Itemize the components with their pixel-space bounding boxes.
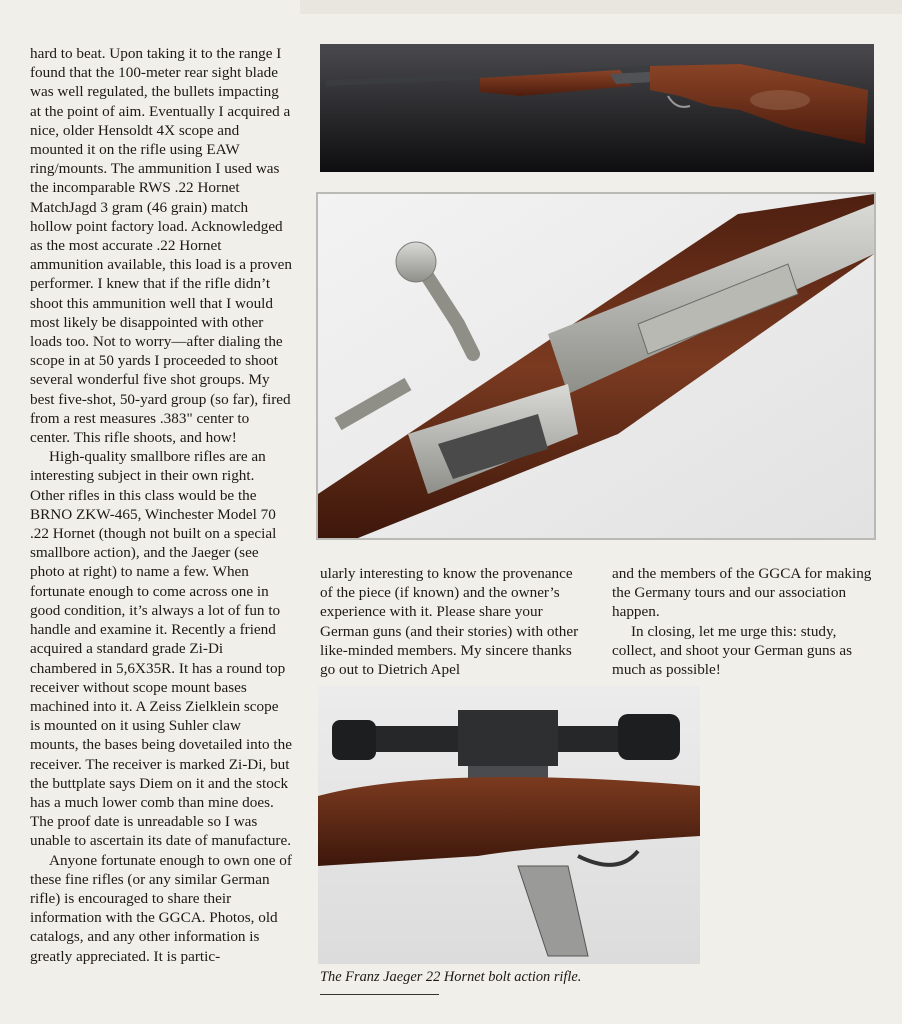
paragraph: and the members of the GGCA for making the Germany tours and our association happen.: [612, 565, 872, 621]
paragraph: High-quality smallbore rifles are an interesting subject in their own right. Other rifles in this class would be the BRNO ZKW-465, Winchester Model 70 .22 Hornet (though not built on a special smallbore action), and the Jaeger (see photo at right) to name a few. When fortunate enough to come across one in good condition, it’s always a lot of fun to handle and examine it. Recently a friend acquired a standard grade Zi-Di chambered in 5,6X35R. It has a round top receiver without scope mount bases machined into it. A Zeiss Zielklein scope is mounted on it using Suhler claw mounts, the bases being dovetailed into the receiver. The receiver is marked Zi-Di, but the buttplate says Diem on it and the stock has a much lower comb than mine does. The proof date is unreadable so I was unable to ascertain its date of manufacture.: [30, 448, 292, 850]
paragraph: In closing, let me urge this: study, collect, and shoot your German guns as much as possible!: [612, 622, 852, 679]
rifle-photo-full: [320, 44, 874, 172]
paragraph: hard to beat. Upon taking it to the range I found that the 100-meter rear sight blade was well regulated, the bullets impacting at the point of aim. Eventually I acquired a nice, older Hensoldt 4X scope and mounted it on the rifle using EAW ring/mounts. The ammunition I used was the incomparable RWS .22 Hornet MatchJagd 3 gram (46 grain) match hollow point factory load. Acknowledged as the most accurate .22 Hornet ammunition available, this load is a proven performer. I knew that if the rifle didn’t shoot this ammunition well that I would most likely be disappointed with other loads too. Not to worry—after dialing the scope in at 50 yards I proceeded to shoot several wonderful five shot groups. My best five-shot, 50-yard group (so far), fired from a rest measures .383" center to center. This rifle shoots, and how!: [30, 45, 292, 447]
article-column-middle: [320, 564, 582, 679]
article-column-right: [612, 564, 874, 679]
article-column-left: [30, 44, 292, 966]
rifle-photo-action-closeup: [318, 194, 874, 538]
paragraph: Anyone fortunate enough to own one of these fine rifles (or any similar German rifle) is encouraged to share their information with the GGCA. Photos, old catalogs, and any other information is greatly appreciated. It is partic-: [30, 851, 292, 965]
photo-caption: The Franz Jaeger 22 Hornet bolt action rifle.: [320, 969, 582, 985]
rifle-photo-scope: [318, 686, 700, 964]
caption-divider: [320, 994, 439, 995]
header-strip: [300, 0, 902, 14]
paragraph: ularly interesting to know the provenance of the piece (if known) and the owner’s experience with it. Please share your German guns (and their stories) with other like-minded members. My sincere thanks go out to Dietrich Apel: [320, 565, 579, 679]
